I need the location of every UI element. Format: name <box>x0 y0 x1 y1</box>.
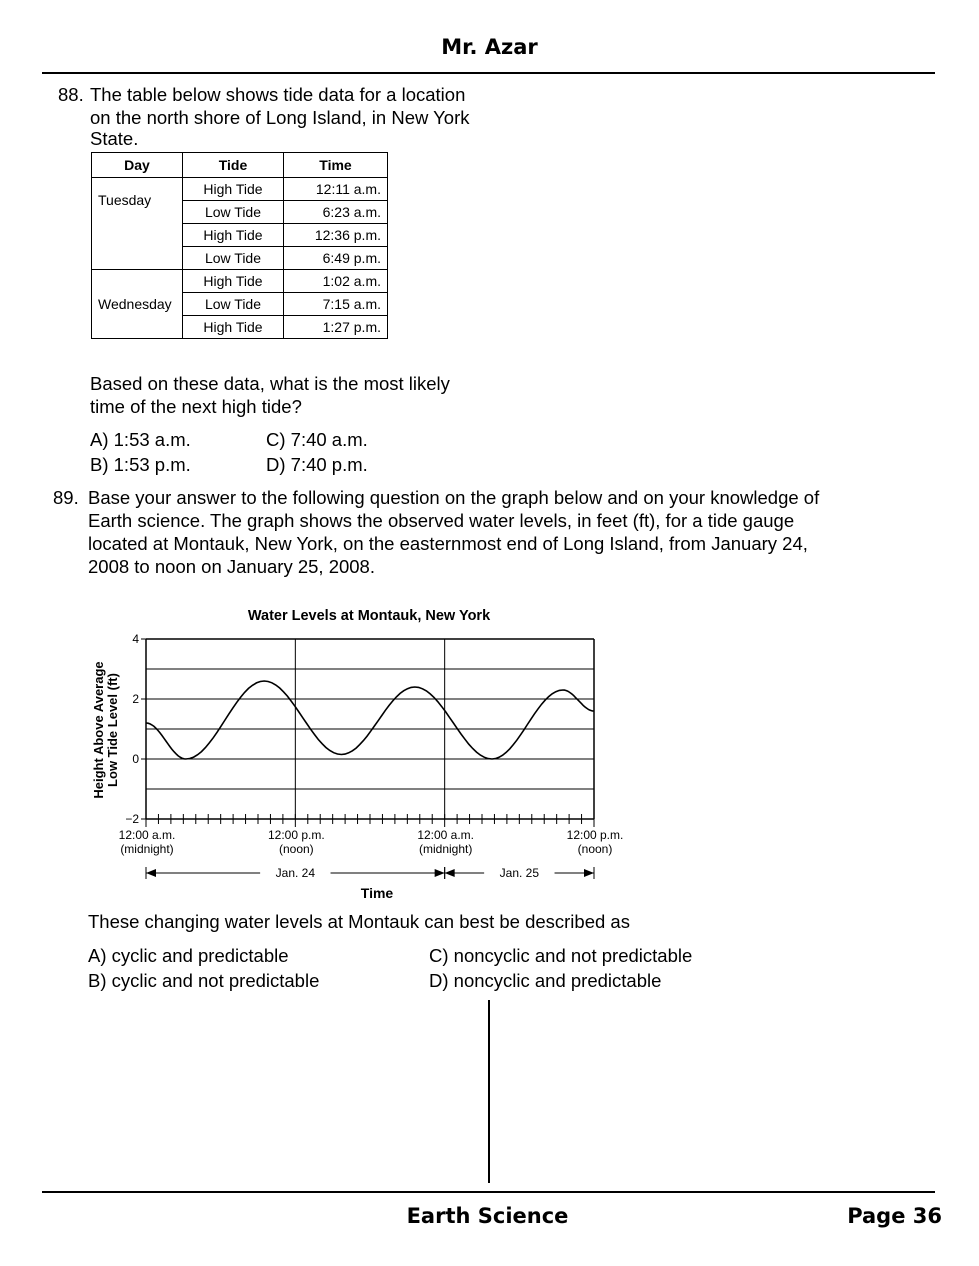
x-tick-sublabel: (midnight) <box>418 842 473 856</box>
q88-choice-d[interactable]: D) 7:40 p.m. <box>266 454 368 475</box>
q88-number: 88. <box>58 84 84 105</box>
q88-choice-a[interactable]: A) 1:53 a.m. <box>90 429 191 450</box>
y-tick-label: 2 <box>132 692 139 706</box>
day-cell: Tuesday <box>92 178 183 270</box>
col-header-day: Day <box>92 153 183 178</box>
footer-subject: Earth Science <box>406 1204 569 1228</box>
x-tick-label: 12:00 a.m. <box>118 828 176 842</box>
q89-choice-b[interactable]: B) cyclic and not predictable <box>88 970 320 991</box>
q88-stem-line: State. <box>90 128 139 149</box>
tide-cell: High Tide <box>183 316 284 339</box>
col-header-time: Time <box>284 153 388 178</box>
q89-choice-a[interactable]: A) cyclic and predictable <box>88 945 289 966</box>
date-range-label: Jan. 24 <box>275 866 316 880</box>
time-cell: 1:02 a.m. <box>284 270 388 293</box>
x-tick-label: 12:00 p.m. <box>267 828 325 842</box>
q89-stem-line: Base your answer to the following question on the graph below and on your knowledge of <box>88 487 820 508</box>
x-tick-sublabel: (midnight) <box>120 842 174 856</box>
x-axis-label: Time <box>360 885 394 901</box>
water-level-line <box>146 681 594 759</box>
time-cell: 12:36 p.m. <box>284 224 388 247</box>
arrowhead-icon <box>584 869 594 877</box>
q88-choice-c[interactable]: C) 7:40 a.m. <box>266 429 368 450</box>
y-axis-label-line2: Low Tide Level (ft) <box>105 673 120 787</box>
q88-choice-b[interactable]: B) 1:53 p.m. <box>90 454 191 475</box>
day-cell: Wednesday <box>92 270 183 339</box>
time-cell: 12:11 a.m. <box>284 178 388 201</box>
time-cell: 1:27 p.m. <box>284 316 388 339</box>
q88-stem-line: on the north shore of Long Island, in New York <box>90 107 470 128</box>
q89-choice-d[interactable]: D) noncyclic and predictable <box>429 970 662 991</box>
time-cell: 7:15 a.m. <box>284 293 388 316</box>
arrowhead-icon <box>445 869 455 877</box>
q88-question-line: time of the next high tide? <box>90 396 302 417</box>
q89-stem-line: Earth science. The graph shows the observed water levels, in feet (ft), for a tide gauge <box>88 510 795 531</box>
y-axis-label-line1: Height Above Average <box>91 661 106 799</box>
tide-cell: Low Tide <box>183 247 284 270</box>
tide-cell: High Tide <box>183 270 284 293</box>
footer-divider <box>42 1191 935 1193</box>
y-tick-label: 4 <box>132 632 139 646</box>
x-tick-sublabel: (noon) <box>278 842 314 856</box>
x-tick-sublabel: (noon) <box>577 842 613 856</box>
col-header-tide: Tide <box>183 153 284 178</box>
footer-page-number: Page 36 <box>847 1204 942 1228</box>
chart-title: Water Levels at Montauk, New York <box>247 608 491 624</box>
arrowhead-icon <box>146 869 156 877</box>
q89-choice-c[interactable]: C) noncyclic and not predictable <box>429 945 693 966</box>
x-tick-label: 12:00 a.m. <box>417 828 475 842</box>
time-cell: 6:49 p.m. <box>284 247 388 270</box>
q89-number: 89. <box>53 487 79 508</box>
date-range-label: Jan. 25 <box>499 866 540 880</box>
y-tick-label: −2 <box>125 812 139 826</box>
y-axis-label <box>91 661 120 798</box>
tide-cell: Low Tide <box>183 293 284 316</box>
header-title: Mr. Azar <box>441 35 538 59</box>
q89-question: These changing water levels at Montauk can best be described as <box>88 911 630 932</box>
column-divider <box>488 1000 490 1183</box>
q89-stem-line: 2008 to noon on January 25, 2008. <box>88 556 375 577</box>
time-cell: 6:23 a.m. <box>284 201 388 224</box>
x-tick-label: 12:00 p.m. <box>566 828 624 842</box>
q88-stem-line: The table below shows tide data for a location <box>90 84 466 105</box>
arrowhead-icon <box>435 869 445 877</box>
tide-cell: High Tide <box>183 178 284 201</box>
tide-cell: Low Tide <box>183 201 284 224</box>
tide-cell: High Tide <box>183 224 284 247</box>
q88-question-line: Based on these data, what is the most likely <box>90 373 450 394</box>
q89-stem-line: located at Montauk, New York, on the easternmost end of Long Island, from January 24, <box>88 533 808 554</box>
y-tick-label: 0 <box>132 752 139 766</box>
